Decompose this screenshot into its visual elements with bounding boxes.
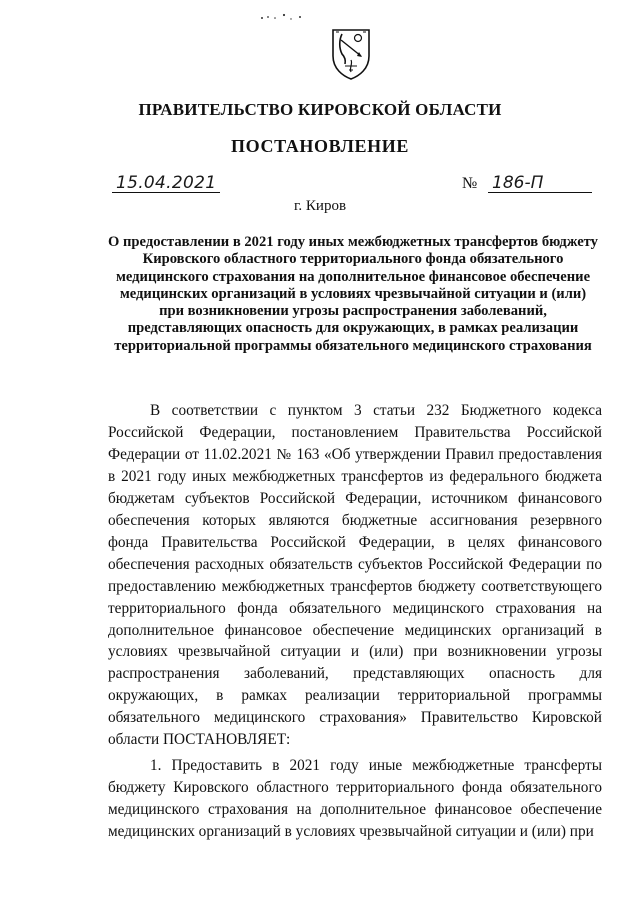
number-field: [462, 173, 592, 195]
document-subject: О предоставлении в 2021 году иных межбюджетных трансфертов бюджету Кировского областного территориального фонда обязательного медицинского страхования на дополнительное финансовое обеспечение медицинских организаций в условиях чрезвычайной ситуации и (или) при возникновении угрозы распространения заболеваний, представляющих опасность для окружающих, в рамках реализации территориальной программы обязательного медицинского страхования: [108, 234, 598, 354]
org-title: ПРАВИТЕЛЬСТВО КИРОВСКОЙ ОБЛАСТИ: [138, 100, 502, 119]
scan-marks: [258, 12, 306, 22]
document-type: ПОСТАНОВЛЕНИЕ: [231, 136, 409, 156]
document-body: [108, 400, 602, 847]
city: г. Киров: [293, 198, 347, 214]
kirov-oblast-coat-of-arms-icon: [329, 26, 373, 80]
body-paragraph: 1. Предоставить в 2021 году иные межбюджетные трансферты бюджету Кировского областного территориального фонда обязательного медицинского страхования на дополнительное финансовое обеспечение медицинских организаций в условиях чрезвычайной ситуации и (или) при: [108, 757, 602, 841]
body-paragraph: В соответствии с пунктом 3 статьи 232 Бюджетного кодекса Российской Федерации, постановлением Правительства Российской Федерации от 11.02.2021 № 163 «Об утверждении Правил предоставления в 2021 году иных межбюджетных трансфертов из федерального бюджета бюджетам субъектов Российской Федерации, источником финансового обеспечения которых являются бюджетные ассигнования резервного фонда Правительства Российской Федерации, в целях финансового обеспечения расходных обязательств субъектов Российской Федерации по предоставлению межбюджетных трансфертов бюджету соответствующего территориального фонда обязательного медицинского страхования на дополнительное финансовое обеспечение медицинских организаций в условиях чрезвычайной ситуации и (или) при возникновении угрозы распространения заболеваний, представляющих опасность для окружающих, в рамках реализации территориальной программы обязательного медицинского страхования» Правительство Кировской области ПОСТАНОВЛЯЕТ:: [108, 402, 602, 749]
number-sign: №: [462, 175, 478, 192]
date-value: 15.04.2021: [116, 173, 217, 193]
date-field: [112, 173, 220, 195]
number-value: 186-П: [492, 173, 544, 193]
